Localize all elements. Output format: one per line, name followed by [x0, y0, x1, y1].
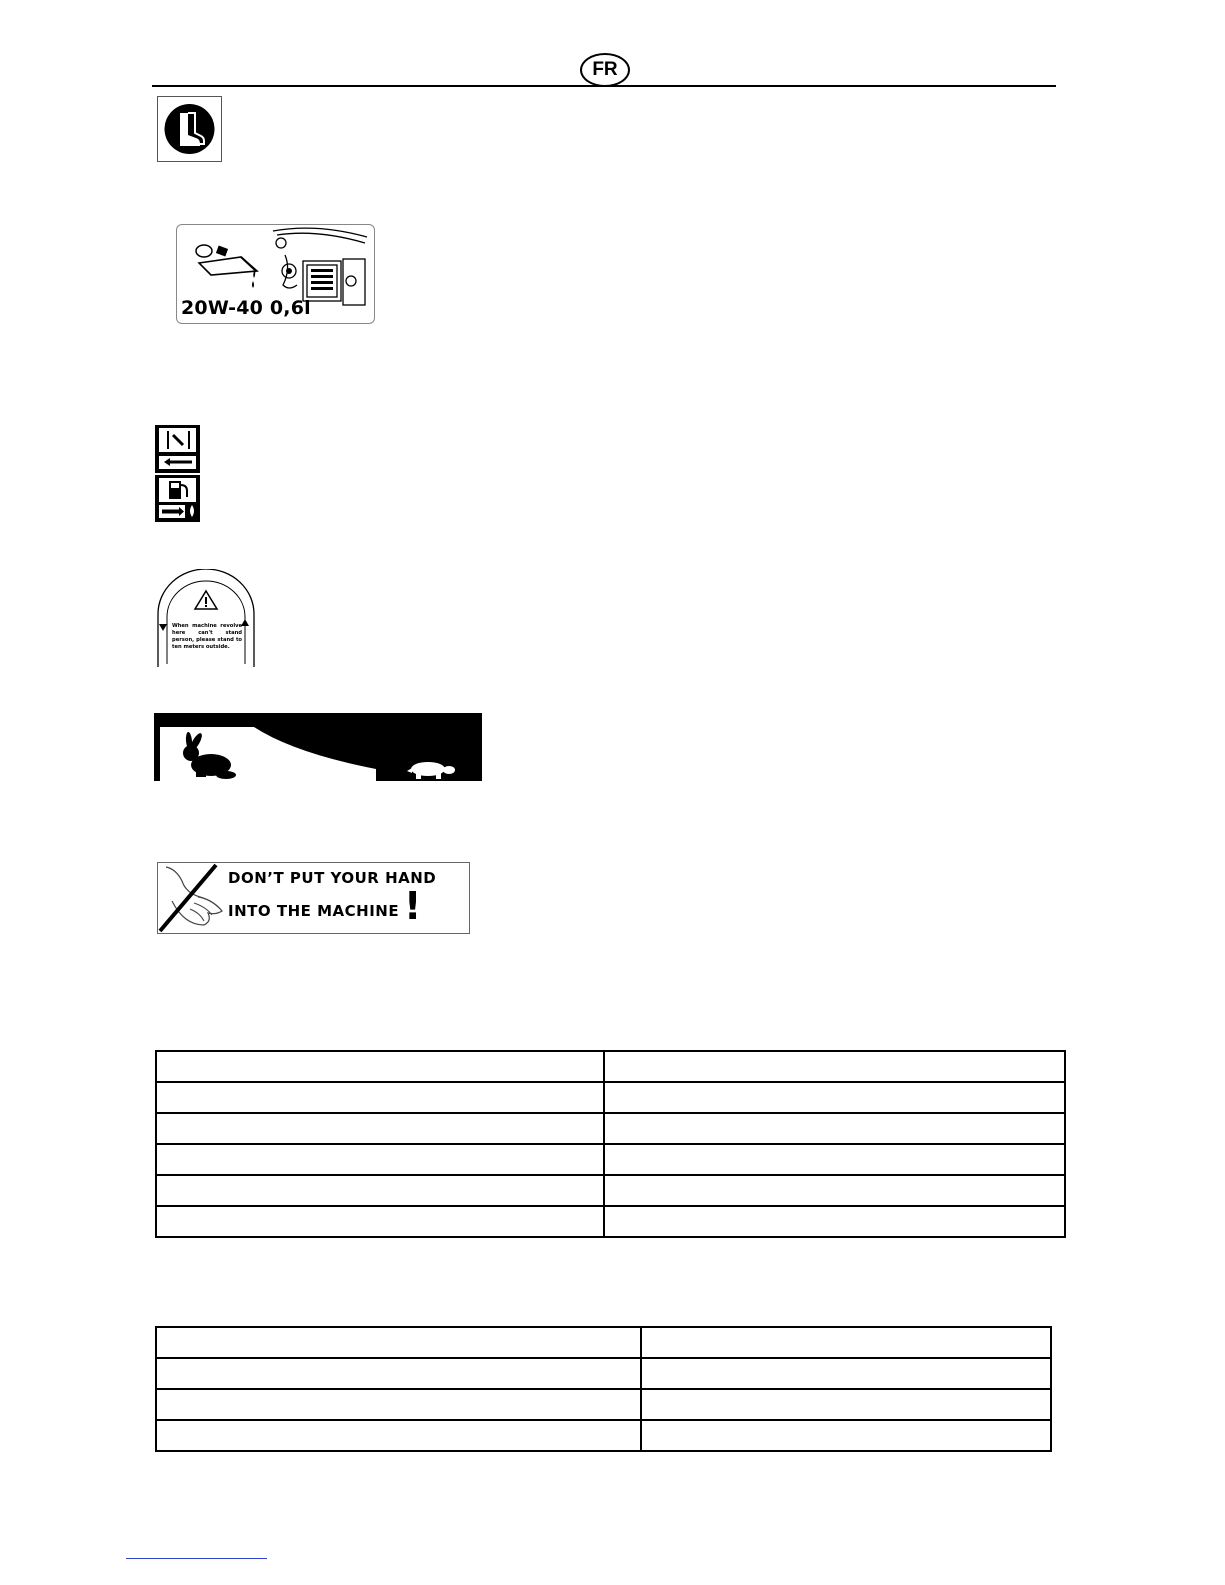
- table-cell: [156, 1420, 641, 1451]
- table-row: [156, 1051, 1065, 1082]
- warning-text: When machine revolve here can't stand person, please stand to ten meters outside.: [172, 623, 242, 650]
- footer-link-underline[interactable]: [126, 1558, 267, 1559]
- table-cell: [156, 1327, 641, 1358]
- throttle-speed-label: [154, 713, 482, 781]
- table-cell: [604, 1144, 1065, 1175]
- hand-warning-line-1: DON’T PUT YOUR HAND: [228, 869, 437, 887]
- table-cell: [641, 1358, 1051, 1389]
- rotation-warning-label: [155, 569, 257, 667]
- table-cell: [641, 1420, 1051, 1451]
- safety-boots-icon: [158, 97, 221, 161]
- table-cell: [156, 1113, 604, 1144]
- oil-spec-text: 20W-40 0,6l: [181, 297, 311, 319]
- specification-table-2: [155, 1326, 1052, 1452]
- hand-icon: [158, 863, 228, 933]
- table-row: [156, 1206, 1065, 1237]
- specification-table-1: [155, 1050, 1066, 1238]
- table-cell: [156, 1051, 604, 1082]
- table-cell: [156, 1358, 641, 1389]
- table-row: [156, 1144, 1065, 1175]
- table-cell: [604, 1113, 1065, 1144]
- table-cell: [156, 1175, 604, 1206]
- table-cell: [156, 1144, 604, 1175]
- table-row: [156, 1082, 1065, 1113]
- table-cell: [156, 1082, 604, 1113]
- table-row: [156, 1358, 1051, 1389]
- table-cell: [604, 1206, 1065, 1237]
- language-badge: FR: [580, 53, 630, 87]
- table-row: [156, 1389, 1051, 1420]
- table-cell: [604, 1051, 1065, 1082]
- oil-specification-label: [176, 224, 375, 324]
- table-cell: [604, 1082, 1065, 1113]
- hand-warning-line-2: INTO THE MACHINE: [228, 902, 400, 920]
- table-row: [156, 1327, 1051, 1358]
- table-row: [156, 1175, 1065, 1206]
- hand-warning-label: [157, 862, 470, 934]
- warning-triangle-icon: [195, 591, 217, 609]
- choke-fuel-pictogram: [155, 425, 202, 522]
- table-cell: [641, 1327, 1051, 1358]
- exclamation-mark: !: [404, 884, 422, 928]
- table-cell: [641, 1389, 1051, 1420]
- table-row: [156, 1113, 1065, 1144]
- table-row: [156, 1420, 1051, 1451]
- table-cell: [604, 1175, 1065, 1206]
- safety-boots-pictogram: [157, 96, 222, 162]
- table-cell: [156, 1389, 641, 1420]
- table-cell: [156, 1206, 604, 1237]
